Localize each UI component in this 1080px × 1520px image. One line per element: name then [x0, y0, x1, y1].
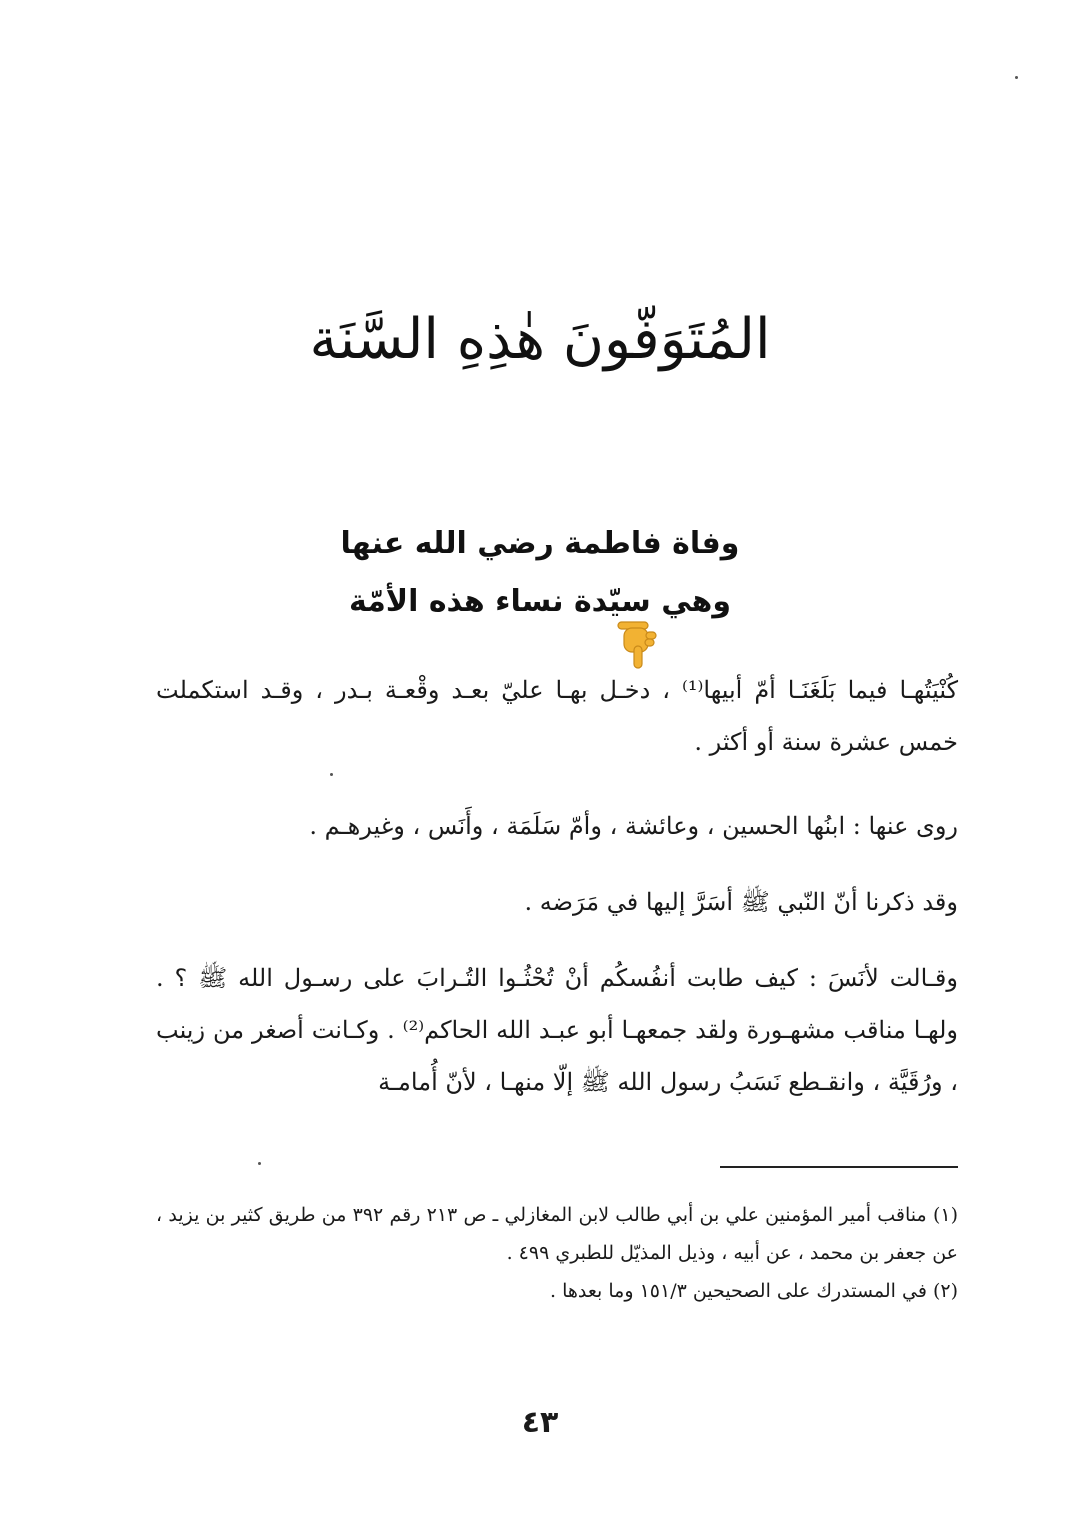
scan-speck — [1015, 76, 1018, 79]
footnotes — [156, 1196, 958, 1310]
footnote-separator — [720, 1166, 958, 1168]
paragraph-narrators: روى عنها : ابنُها الحسين ، وعائشة ، وأمّ سَلَمَة ، وأَنَس ، وغيرهـم . — [309, 812, 958, 840]
footnote-1: (١) مناقب أمير المؤمنين علي بن أبي طالب لابن المغازلي ـ ص ٢١٣ رقم ٣٩٢ من طريق كثير بن يزيد ، عن جعفر بن محمد ، عن أبيه ، وذيل المذيّل للطبري ٤٩٩ . — [156, 1204, 958, 1264]
page-number: ٤٣ — [521, 1405, 559, 1440]
footnote-2: (٢) في المستدرك على الصحيحين ١٥١/٣ وما بعدها . — [550, 1280, 958, 1302]
paragraph-anas-saying: وقـالت لأنَسَ : كيف طابت أنفُسكُم أنْ تُحْثُـوا التُـرابَ على رسـول الله ﷺ ؟ . ولهـا مناقب مشهـورة ولقد جمعهـا أبو عبـد الله الحاكم⁽²⁾ . وكـانت أصغر من زينب ، ورُقَيَّة ، وانقـطع نَسَبُ رسول الله ﷺ إلّا منهـا ، لأنّ أُمامـة — [156, 964, 959, 1096]
scan-speck — [258, 1162, 261, 1165]
paragraph-prophet-secret: وقد ذكرنا أنّ النّبي ﷺ أسَرَّ إليها في مَرَضه . — [524, 888, 958, 916]
section-heading-line-1: وفاة فاطمة رضي الله عنها — [340, 526, 740, 561]
chapter-title: المُتَوَفّونَ هٰذِهِ السَّنَة — [309, 307, 771, 372]
paragraph-kunya: كُنْيَتُهـا فيما بَلَغَنَـا أمّ أبيها⁽¹⁾ ، دخـل بهـا عليّ بعـد وقْعـة بـدر ، وقـد استكملت خمس عشرة سنة أو أكثر . — [156, 676, 959, 756]
section-heading-line-2: وهي سيّدة نساء هذه الأمّة — [349, 584, 731, 619]
section-heading — [0, 515, 1080, 631]
scan-speck — [330, 773, 333, 776]
